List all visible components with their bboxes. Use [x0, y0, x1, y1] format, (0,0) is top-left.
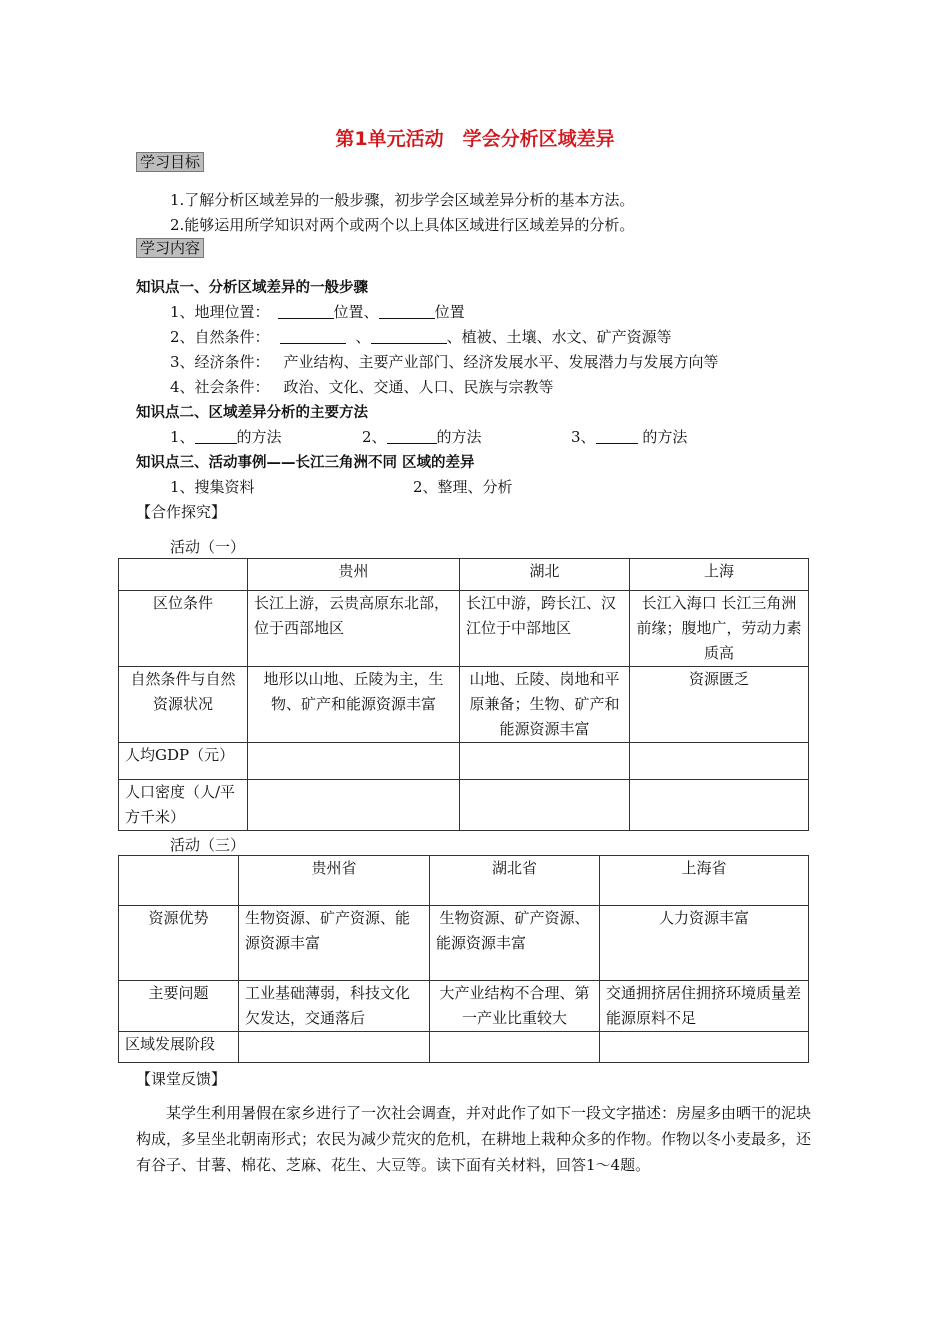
table-cell: 长江中游，跨长江、汉江位于中部地区 [460, 591, 630, 667]
step-item: 1、搜集资料 [170, 478, 255, 496]
table-cell: 地形以山地、丘陵为主，生物、矿产和能源资源丰富 [248, 667, 460, 743]
row-label: 区域发展阶段 [119, 1032, 239, 1063]
table-cell [119, 856, 239, 906]
table-row [119, 780, 809, 831]
table-cell[interactable] [460, 743, 630, 780]
table-header-cell: 湖北 [460, 559, 630, 591]
table-cell[interactable] [460, 780, 630, 831]
table-row [119, 591, 809, 667]
kp1-line-natural [170, 326, 672, 347]
section-label-content: 学习内容 [136, 238, 204, 258]
table-cell: 生物资源、矿产资源、能源资源丰富 [239, 906, 430, 981]
section-label-goals: 学习目标 [136, 152, 204, 172]
table-cell[interactable] [239, 1032, 430, 1063]
table-cell [119, 559, 248, 591]
kp1-label: 1、地理位置： [170, 303, 270, 321]
table-header-row [119, 856, 809, 906]
table-header-cell: 上海 [630, 559, 809, 591]
method-2 [362, 426, 482, 447]
row-label: 主要问题 [119, 981, 239, 1032]
method-number: 1、 [170, 428, 195, 446]
goal-item: 2.能够运用所学知识对两个或两个以上具体区域进行区域差异的分析。 [170, 216, 635, 234]
kp1-text: 产业结构、主要产业部门、经济发展水平、发展潜力与发展方向等 [283, 353, 719, 371]
kp1-text: 位置、 [333, 303, 379, 321]
step-item: 2、整理、分析 [413, 478, 513, 496]
fill-blank[interactable] [280, 329, 346, 344]
table-row [119, 667, 809, 743]
table-cell: 人力资源丰富 [600, 906, 809, 981]
table-cell[interactable] [248, 743, 460, 780]
fill-blank[interactable] [371, 329, 447, 344]
row-label: 自然条件与自然资源状况 [119, 667, 248, 743]
table-cell: 长江入海口 长江三角洲前缘；腹地广，劳动力素质高 [630, 591, 809, 667]
table-cell [430, 906, 600, 981]
row-label: 人口密度（人/平方千米） [119, 780, 248, 831]
activity-1-label: 活动（一） [170, 538, 246, 556]
table-header-row [119, 559, 809, 591]
activity-1-table [118, 558, 809, 831]
table-cell[interactable] [248, 780, 460, 831]
table-cell[interactable] [600, 1032, 809, 1063]
table-cell[interactable] [630, 780, 809, 831]
table-cell: 山地、丘陵、岗地和平原兼备；生物、矿产和能源资源丰富 [460, 667, 630, 743]
table-cell: 工业基础薄弱，科技文化欠发达，交通落后 [239, 981, 430, 1032]
kp1-label: 2、自然条件： [170, 328, 270, 346]
method-number: 3、 [571, 428, 596, 446]
fill-blank[interactable] [387, 429, 437, 444]
table-header-cell: 贵州省 [239, 856, 430, 906]
kp1-text: 位置 [434, 303, 465, 321]
cell-line: 生物资源、矿产资源、 [439, 909, 590, 927]
kp1-label: 4、社会条件： [170, 378, 270, 396]
knowledge-point-1-heading: 知识点一、分析区域差异的一般步骤 [136, 280, 368, 296]
method-text: 的方法 [436, 428, 482, 446]
table-header-cell: 上海省 [600, 856, 809, 906]
table-cell: 大产业结构不合理、第一产业比重较大 [430, 981, 600, 1032]
table-cell[interactable] [630, 743, 809, 780]
kp1-text: 、 [355, 328, 371, 346]
activity-3-table [118, 855, 809, 1063]
kp1-text: 、植被、土壤、水文、矿产资源等 [446, 328, 672, 346]
method-1 [170, 426, 282, 447]
knowledge-point-3-heading: 知识点三、活动事例——长江三角洲不同 区域的差异 [136, 455, 475, 471]
goal-item: 1.了解分析区域差异的一般步骤，初步学会区域差异分析的基本方法。 [170, 191, 635, 209]
table-row [119, 1032, 809, 1063]
row-label: 区位条件 [119, 591, 248, 667]
table-cell: 交通拥挤居住拥挤环境质量差能源原料不足 [600, 981, 809, 1032]
kp1-line-economic [170, 351, 719, 372]
question-passage: 某学生利用暑假在家乡进行了一次社会调查，并对此作了如下一段文字描述：房屋多由晒干的泥块构成，多呈坐北朝南形式；农民为减少荒灾的危机，在耕地上栽种众多的作物。作物以冬小麦最多，还有谷子、甘薯、棉花、芝麻、花生、大豆等。读下面有关材料，回答1～4题。 [136, 1104, 812, 1174]
table-cell: 资源匮乏 [630, 667, 809, 743]
fill-blank[interactable] [379, 304, 435, 319]
fill-blank[interactable] [596, 429, 638, 444]
table-row [119, 906, 809, 981]
table-header-cell: 贵州 [248, 559, 460, 591]
kp1-line-location [170, 301, 465, 322]
cooperative-inquiry-heading: 【合作探究】 [136, 503, 227, 521]
table-row [119, 981, 809, 1032]
kp1-text: 政治、文化、交通、人口、民族与宗教等 [283, 378, 554, 396]
table-row [119, 743, 809, 780]
fill-blank[interactable] [278, 304, 334, 319]
row-label: 人均GDP（元） [119, 743, 248, 780]
page-title: 第1单元活动 学会分析区域差异 [335, 128, 615, 150]
table-cell: 长江上游，云贵高原东北部，位于西部地区 [248, 591, 460, 667]
table-cell[interactable] [430, 1032, 600, 1063]
kp1-line-social [170, 376, 554, 397]
table-header-cell: 湖北省 [430, 856, 600, 906]
activity-3-label: 活动（三） [170, 836, 246, 854]
kp1-label: 3、经济条件： [170, 353, 270, 371]
cell-line: 能源资源丰富 [436, 934, 527, 952]
method-text: 的方法 [236, 428, 282, 446]
classroom-feedback-heading: 【课堂反馈】 [136, 1070, 227, 1088]
fill-blank[interactable] [195, 429, 237, 444]
row-label: 资源优势 [119, 906, 239, 981]
method-number: 2、 [362, 428, 387, 446]
knowledge-point-2-heading: 知识点二、区域差异分析的主要方法 [136, 405, 368, 421]
method-3 [571, 426, 687, 447]
method-text: 的方法 [637, 428, 688, 446]
